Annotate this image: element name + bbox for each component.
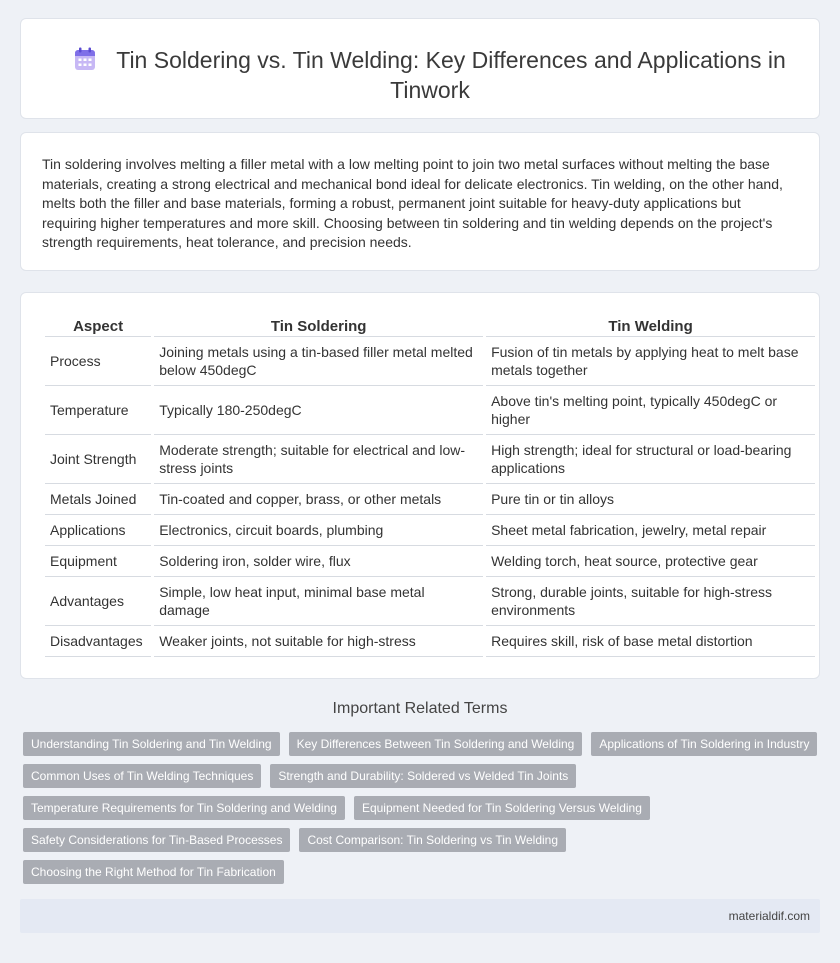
related-term-tag[interactable]: Key Differences Between Tin Soldering and Welding xyxy=(289,732,583,756)
table-cell: Weaker joints, not suitable for high-stress xyxy=(154,626,483,657)
related-term-tag[interactable]: Applications of Tin Soldering in Industry xyxy=(591,732,817,756)
table-cell: Electronics, circuit boards, plumbing xyxy=(154,515,483,546)
comparison-card xyxy=(20,292,820,679)
related-term-tag[interactable]: Safety Considerations for Tin-Based Processes xyxy=(23,828,290,852)
table-cell: Soldering iron, solder wire, flux xyxy=(154,546,483,577)
table-row xyxy=(45,577,815,626)
table-row xyxy=(45,435,815,484)
footer-site-link[interactable]: materialdif.com xyxy=(728,909,810,923)
tag-row xyxy=(23,764,823,788)
table-row xyxy=(45,337,815,386)
related-terms-heading: Important Related Terms xyxy=(332,700,508,717)
related-terms-list xyxy=(23,732,823,892)
footer xyxy=(20,899,820,933)
tag-row xyxy=(23,860,823,884)
table-cell: Welding torch, heat source, protective gear xyxy=(486,546,815,577)
table-cell-aspect: Equipment xyxy=(45,546,151,577)
table-row xyxy=(45,626,815,657)
table-cell-aspect: Temperature xyxy=(45,386,151,435)
table-cell-aspect: Process xyxy=(45,337,151,386)
table-cell: Above tin's melting point, typically 450degC or higher xyxy=(486,386,815,435)
table-cell: Strong, durable joints, suitable for high-stress environments xyxy=(486,577,815,626)
column-header-tin-welding: Tin Welding xyxy=(486,315,815,337)
table-cell: Tin-coated and copper, brass, or other metals xyxy=(154,484,483,515)
table-row xyxy=(45,546,815,577)
related-term-tag[interactable]: Equipment Needed for Tin Soldering Versus Welding xyxy=(354,796,650,820)
title-card xyxy=(20,18,820,119)
tag-row xyxy=(23,828,823,852)
related-term-tag[interactable]: Temperature Requirements for Tin Soldering and Welding xyxy=(23,796,345,820)
table-header-row xyxy=(45,315,815,337)
table-cell-aspect: Disadvantages xyxy=(45,626,151,657)
intro-card xyxy=(20,132,820,271)
table-cell-aspect: Advantages xyxy=(45,577,151,626)
related-term-tag[interactable]: Choosing the Right Method for Tin Fabrication xyxy=(23,860,284,884)
related-term-tag[interactable]: Common Uses of Tin Welding Techniques xyxy=(23,764,261,788)
table-cell-aspect: Applications xyxy=(45,515,151,546)
table-row xyxy=(45,386,815,435)
table-cell: High strength; ideal for structural or load-bearing applications xyxy=(486,435,815,484)
page-title-text: Tin Soldering vs. Tin Welding: Key Differences and Applications in Tinwork xyxy=(116,47,786,103)
table-cell-aspect: Joint Strength xyxy=(45,435,151,484)
table-row xyxy=(45,484,815,515)
table-cell: Moderate strength; suitable for electrical and low-stress joints xyxy=(154,435,483,484)
table-cell: Fusion of tin metals by applying heat to melt base metals together xyxy=(486,337,815,386)
table-cell-aspect: Metals Joined xyxy=(45,484,151,515)
table-cell: Requires skill, risk of base metal distortion xyxy=(486,626,815,657)
table-cell: Simple, low heat input, minimal base metal damage xyxy=(154,577,483,626)
tag-row xyxy=(23,796,823,820)
related-term-tag[interactable]: Cost Comparison: Tin Soldering vs Tin Welding xyxy=(299,828,566,852)
intro-paragraph: Tin soldering involves melting a filler metal with a low melting point to join two metal surfaces without melting the base materials, creating a strong electrical and mechanical bond ideal for delicate electronics. Tin welding, on the other hand, melts both the filler and base materials, forming a robust, permanent joint suitable for heavy-duty applications but requiring higher temperatures and more skill. Choosing between tin soldering and tin welding depends on the project's strength requirements, heat tolerance, and precision needs. xyxy=(42,156,783,250)
related-term-tag[interactable]: Strength and Durability: Soldered vs Welded Tin Joints xyxy=(270,764,576,788)
table-cell: Joining metals using a tin-based filler metal melted below 450degC xyxy=(154,337,483,386)
table-row xyxy=(45,515,815,546)
tag-row xyxy=(23,732,823,756)
table-cell: Pure tin or tin alloys xyxy=(486,484,815,515)
page-title xyxy=(61,45,799,105)
related-term-tag[interactable]: Understanding Tin Soldering and Tin Welding xyxy=(23,732,280,756)
table-cell: Typically 180-250degC xyxy=(154,386,483,435)
comparison-table xyxy=(42,315,818,657)
column-header-aspect: Aspect xyxy=(45,315,151,337)
column-header-tin-soldering: Tin Soldering xyxy=(154,315,483,337)
calendar-grid-icon xyxy=(74,47,96,71)
table-cell: Sheet metal fabrication, jewelry, metal repair xyxy=(486,515,815,546)
